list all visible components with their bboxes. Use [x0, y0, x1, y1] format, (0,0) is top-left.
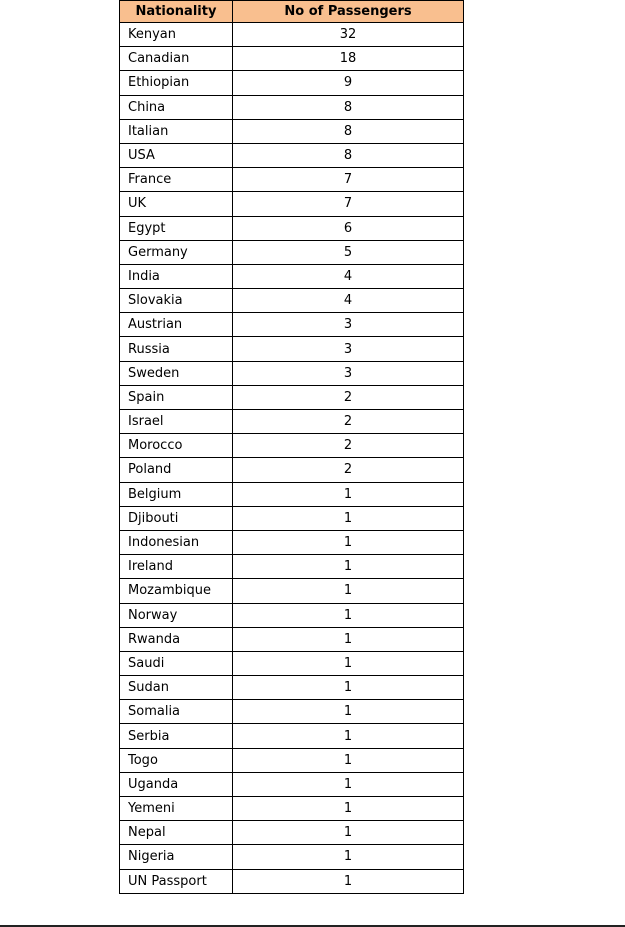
passengers-column-header: No of Passengers — [233, 1, 464, 23]
table-row — [120, 845, 464, 869]
nationality-cell: Norway — [120, 603, 233, 627]
table-row — [120, 216, 464, 240]
passenger-count-cell: 1 — [233, 821, 464, 845]
passenger-count-cell: 6 — [233, 216, 464, 240]
nationality-cell: Austrian — [120, 313, 233, 337]
nationality-cell: Slovakia — [120, 289, 233, 313]
passenger-count-cell: 1 — [233, 506, 464, 530]
nationality-cell: Germany — [120, 240, 233, 264]
table-row — [120, 313, 464, 337]
passenger-count-cell: 7 — [233, 168, 464, 192]
passenger-count-cell: 18 — [233, 47, 464, 71]
passenger-count-cell: 8 — [233, 119, 464, 143]
table-row — [120, 676, 464, 700]
passenger-count-cell: 7 — [233, 192, 464, 216]
passenger-count-cell: 8 — [233, 143, 464, 167]
nationality-cell: USA — [120, 143, 233, 167]
passenger-count-cell: 2 — [233, 434, 464, 458]
table-row — [120, 95, 464, 119]
nationality-cell: UK — [120, 192, 233, 216]
nationality-cell: Russia — [120, 337, 233, 361]
passenger-count-cell: 1 — [233, 627, 464, 651]
passenger-count-cell: 4 — [233, 264, 464, 288]
passenger-count-cell: 5 — [233, 240, 464, 264]
nationality-cell: China — [120, 95, 233, 119]
nationality-cell: Israel — [120, 410, 233, 434]
passenger-count-cell: 1 — [233, 869, 464, 893]
nationality-cell: Sudan — [120, 676, 233, 700]
nationality-cell: Italian — [120, 119, 233, 143]
table-row — [120, 143, 464, 167]
table-row — [120, 700, 464, 724]
passenger-count-cell: 3 — [233, 313, 464, 337]
table-row — [120, 337, 464, 361]
passenger-count-cell: 1 — [233, 676, 464, 700]
nationality-cell: Ethiopian — [120, 71, 233, 95]
table-row — [120, 385, 464, 409]
nationality-cell: Ireland — [120, 555, 233, 579]
passenger-count-cell: 3 — [233, 337, 464, 361]
table-row — [120, 119, 464, 143]
passenger-count-cell: 1 — [233, 700, 464, 724]
table-row — [120, 797, 464, 821]
nationality-cell: Djibouti — [120, 506, 233, 530]
passenger-count-cell: 2 — [233, 410, 464, 434]
nationality-cell: Serbia — [120, 724, 233, 748]
passenger-count-cell: 1 — [233, 603, 464, 627]
passenger-count-cell: 1 — [233, 748, 464, 772]
table-row — [120, 603, 464, 627]
nationality-cell: Nigeria — [120, 845, 233, 869]
table-row — [120, 772, 464, 796]
passenger-nationality-table — [119, 0, 464, 894]
table-row — [120, 651, 464, 675]
table-row — [120, 434, 464, 458]
nationality-cell: Canadian — [120, 47, 233, 71]
nationality-cell: Mozambique — [120, 579, 233, 603]
table-row — [120, 458, 464, 482]
nationality-cell: Somalia — [120, 700, 233, 724]
table-row — [120, 530, 464, 554]
passenger-count-cell: 2 — [233, 385, 464, 409]
nationality-cell: France — [120, 168, 233, 192]
table-row — [120, 555, 464, 579]
passenger-count-cell: 3 — [233, 361, 464, 385]
table-row — [120, 482, 464, 506]
nationality-column-header: Nationality — [120, 1, 233, 23]
table-header — [120, 1, 464, 23]
table-row — [120, 289, 464, 313]
passenger-count-cell: 1 — [233, 724, 464, 748]
passenger-count-cell: 4 — [233, 289, 464, 313]
nationality-cell: India — [120, 264, 233, 288]
table-row — [120, 869, 464, 893]
nationality-cell: Indonesian — [120, 530, 233, 554]
table-row — [120, 240, 464, 264]
nationality-cell: UN Passport — [120, 869, 233, 893]
passenger-count-cell: 9 — [233, 71, 464, 95]
passenger-count-cell: 1 — [233, 555, 464, 579]
passenger-count-cell: 32 — [233, 23, 464, 47]
nationality-cell: Belgium — [120, 482, 233, 506]
table-row — [120, 71, 464, 95]
passenger-count-cell: 1 — [233, 651, 464, 675]
table-row — [120, 410, 464, 434]
nationality-cell: Nepal — [120, 821, 233, 845]
passenger-count-cell: 1 — [233, 482, 464, 506]
nationality-cell: Saudi — [120, 651, 233, 675]
table-row — [120, 192, 464, 216]
header-row — [120, 1, 464, 23]
nationality-cell: Morocco — [120, 434, 233, 458]
nationality-cell: Yemeni — [120, 797, 233, 821]
table-row — [120, 627, 464, 651]
table-body — [120, 23, 464, 894]
nationality-cell: Sweden — [120, 361, 233, 385]
table-row — [120, 821, 464, 845]
nationality-cell: Rwanda — [120, 627, 233, 651]
passenger-count-cell: 1 — [233, 530, 464, 554]
table-row — [120, 579, 464, 603]
nationality-cell: Poland — [120, 458, 233, 482]
table-row — [120, 168, 464, 192]
table-row — [120, 361, 464, 385]
table-row — [120, 748, 464, 772]
passenger-count-cell: 1 — [233, 845, 464, 869]
passenger-count-cell: 8 — [233, 95, 464, 119]
table-row — [120, 506, 464, 530]
passenger-count-cell: 1 — [233, 772, 464, 796]
nationality-cell: Egypt — [120, 216, 233, 240]
nationality-cell: Togo — [120, 748, 233, 772]
passenger-count-cell: 2 — [233, 458, 464, 482]
nationality-cell: Kenyan — [120, 23, 233, 47]
nationality-cell: Uganda — [120, 772, 233, 796]
table-row — [120, 264, 464, 288]
table-row — [120, 23, 464, 47]
table-row — [120, 47, 464, 71]
passenger-count-cell: 1 — [233, 797, 464, 821]
table-row — [120, 724, 464, 748]
passenger-count-cell: 1 — [233, 579, 464, 603]
nationality-cell: Spain — [120, 385, 233, 409]
